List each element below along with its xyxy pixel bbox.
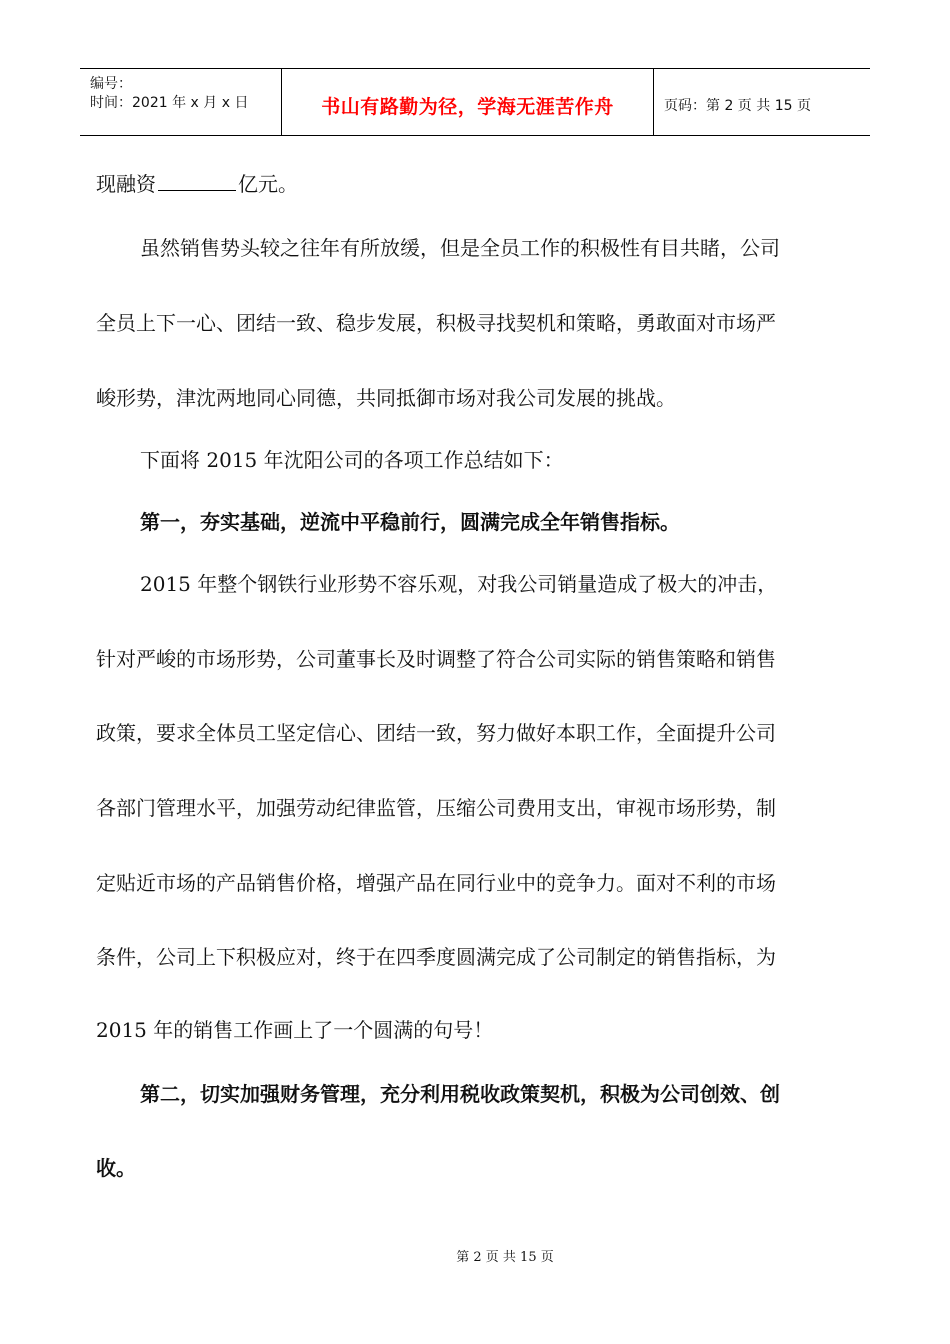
paragraph-line: 条件，公司上下积极应对，终于在四季度圆满完成了公司制定的销售指标，为 <box>96 945 776 969</box>
paragraph-line: 各部门管理水平，加强劳动纪律监管，压缩公司费用支出，审视市场形势，制 <box>96 796 776 820</box>
document-header <box>80 68 870 136</box>
paragraph-line: 政策，要求全体员工坚定信心、团结一致，努力做好本职工作，全面提升公司 <box>96 721 776 745</box>
paragraph-line <box>96 170 298 198</box>
paragraph-line: 虽然销售势头较之往年有所放缓，但是全员工作的积极性有目共睹，公司 <box>140 236 780 260</box>
financing-suffix: 亿元。 <box>238 172 298 196</box>
section-heading-2-cont: 收。 <box>96 1156 136 1180</box>
header-motto-cell <box>282 69 654 135</box>
paragraph-line: 全员上下一心、团结一致、稳步发展，积极寻找契机和策略，勇敢面对市场严 <box>96 311 776 335</box>
paragraph-line: 针对严峻的市场形势，公司董事长及时调整了符合公司实际的销售策略和销售 <box>96 647 776 671</box>
section-heading-2: 第二，切实加强财务管理，充分利用税收政策契机，积极为公司创效、创 <box>140 1082 780 1106</box>
paragraph-line: 下面将 2015 年沈阳公司的各项工作总结如下： <box>140 448 564 472</box>
blank-underline <box>158 172 236 191</box>
paragraph-line: 峻形势，津沈两地同心同德，共同抵御市场对我公司发展的挑战。 <box>96 386 676 410</box>
motto-text: 书山有路勤为径，学海无涯苦作舟 <box>321 96 614 118</box>
header-page-number: 页码：第 2 页 共 15 页 <box>664 98 811 114</box>
paragraph-line: 2015 年的销售工作画上了一个圆满的句号！ <box>96 1018 494 1042</box>
header-page-cell <box>654 69 870 135</box>
header-meta-cell <box>80 69 282 135</box>
paragraph-line: 定贴近市场的产品销售价格，增强产品在同行业中的竞争力。面对不利的市场 <box>96 871 776 895</box>
page-footer: 第 2 页 共 15 页 <box>456 1250 554 1265</box>
section-heading-1: 第一，夯实基础，逆流中平稳前行，圆满完成全年销售指标。 <box>140 510 680 534</box>
document-number-label: 编号： <box>90 76 132 92</box>
paragraph-line: 2015 年整个钢铁行业形势不容乐观，对我公司销量造成了极大的冲击， <box>140 572 778 596</box>
financing-prefix: 现融资 <box>96 172 156 196</box>
document-date-label: 时间：2021 年 x 月 x 日 <box>90 95 249 111</box>
